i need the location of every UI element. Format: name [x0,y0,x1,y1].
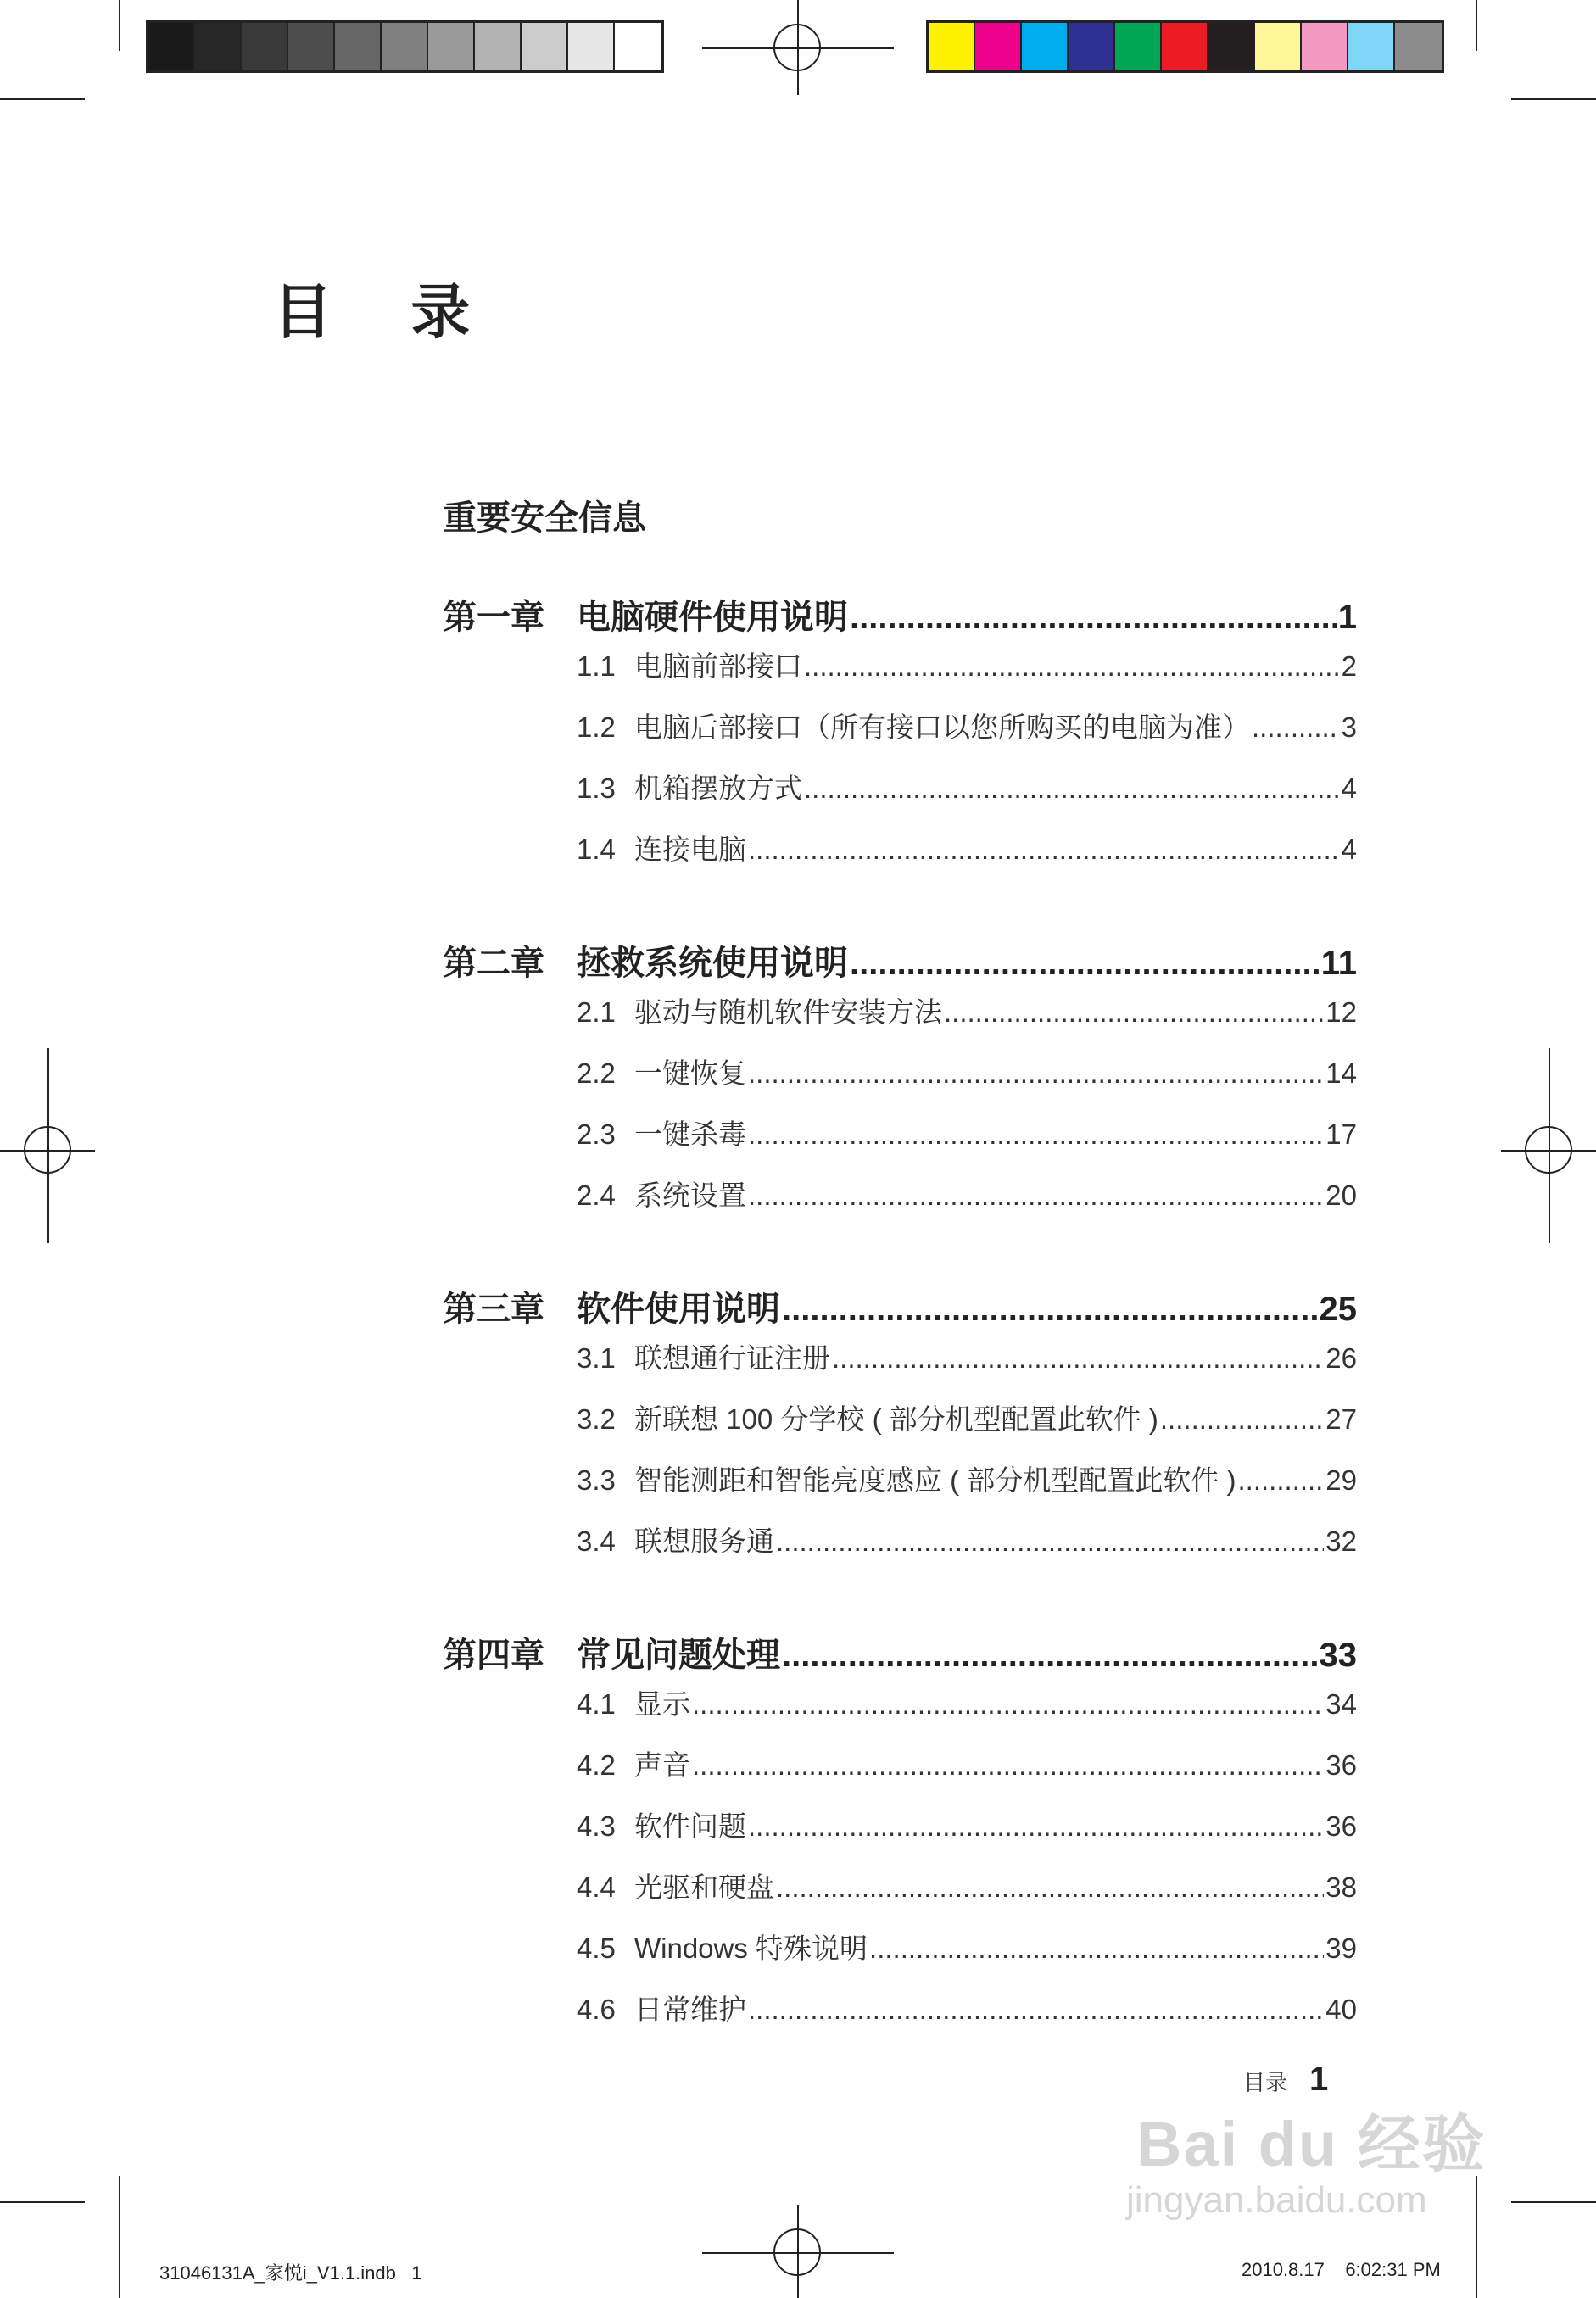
toc-section-entry[interactable] [577,1804,1357,1866]
toc-section-entry[interactable] [577,828,1357,889]
folio-label: 目录 [1243,2071,1288,2096]
section-number: 4.6 [577,1994,616,2025]
section-title: 电脑后部接口（所有接口以您所购买的电脑为准） [634,711,1250,743]
leader-dots [776,1871,1324,1904]
leader-dots [692,1749,1324,1782]
section-title: 软件问题 [634,1810,746,1842]
toc-section-entry[interactable] [577,1866,1357,1927]
leader-dots [748,1994,1324,2026]
section-number: 2.1 [577,996,616,1028]
registration-mark-right [1525,1126,1572,1174]
section-number: 2.3 [577,1118,616,1150]
print-slug-date: 2010.8.17 6:02:31 PM [1242,2259,1441,2280]
process-swatch [1162,23,1208,70]
leader-dots [748,834,1340,866]
toc-chapter [443,1282,1357,1581]
section-page-number: 36 [1325,1749,1357,1781]
section-page-number: 34 [1325,1688,1357,1720]
toc-chapter [443,1628,1357,2049]
process-swatch [1115,23,1162,70]
section-title: 电脑前部接口 [634,650,802,682]
leader-dots [804,773,1340,805]
section-title: 显示 [634,1688,690,1720]
section-page-number: 29 [1325,1464,1357,1496]
folio-page-number: 1 [1309,2061,1329,2098]
chapter-page-number: 25 [1319,1291,1357,1328]
section-title: 一键杀毒 [634,1118,746,1150]
gray-swatch [428,23,475,70]
section-page-number: 38 [1325,1871,1357,1903]
leader-dots [1237,1464,1324,1497]
section-page-number: 39 [1325,1933,1357,1964]
gray-swatch [335,23,382,70]
grayscale-color-bar [146,20,664,73]
leader-dots [850,599,1337,637]
section-title: 联想通行证注册 [634,1342,830,1374]
leader-dots [782,1637,1318,1675]
section-number: 1.3 [577,773,616,804]
toc-chapter-entry[interactable] [443,590,1357,644]
toc-section-entry[interactable] [577,990,1357,1051]
leader-dots [692,1688,1324,1721]
section-title: 日常维护 [634,1994,746,2025]
process-swatch [1395,23,1442,70]
section-title: 智能测距和智能亮度感应 ( 部分机型配置此软件 ) [634,1464,1236,1496]
gray-swatch [522,23,568,70]
section-page-number: 27 [1325,1403,1357,1435]
leader-dots [748,1118,1324,1151]
leader-dots [832,1342,1324,1375]
section-number: 3.4 [577,1525,616,1557]
leader-dots [944,996,1324,1029]
toc-section-entry[interactable] [577,1051,1357,1113]
section-number: 4.5 [577,1933,616,1964]
gray-swatch [148,23,195,70]
toc-section-entry[interactable] [577,1682,1357,1743]
section-page-number: 4 [1341,773,1357,804]
leader-dots [748,1057,1324,1090]
process-swatch [975,23,1022,70]
section-title: Windows 特殊说明 [634,1933,868,1964]
leader-dots [748,1810,1324,1843]
section-page-number: 20 [1325,1180,1357,1211]
section-number: 3.2 [577,1403,616,1435]
print-slug-file: 31046131A_家悦i_V1.1.indb 1 [159,2262,422,2284]
chapter-label: 第三章 [443,1289,544,1329]
section-page-number: 32 [1325,1525,1357,1557]
process-swatch [1208,23,1255,70]
section-number: 1.4 [577,834,616,865]
gray-swatch [615,23,661,70]
toc-section-entry[interactable] [577,767,1357,828]
process-color-bar [926,20,1444,73]
section-page-number: 26 [1325,1342,1357,1374]
section-page-number: 2 [1341,650,1357,682]
section-number: 1.2 [577,711,616,743]
baidu-watermark: Bai du 经验 [1136,2109,1487,2179]
section-title: 机箱摆放方式 [634,773,802,804]
section-number: 4.1 [577,1688,616,1720]
leader-dots [869,1933,1324,1965]
chapter-page-number: 11 [1320,945,1357,982]
toc-section-entry[interactable] [577,1927,1357,1988]
chapter-title: 常见问题处理 [577,1635,780,1675]
leader-dots [850,945,1320,983]
leader-dots [782,1291,1318,1329]
section-title: 声音 [634,1749,690,1781]
chapter-title: 软件使用说明 [577,1289,780,1329]
toc-chapters [443,590,1357,2049]
toc-section-entry[interactable] [577,1397,1357,1459]
toc-section-entry[interactable] [577,1174,1357,1235]
section-page-number: 14 [1325,1057,1357,1089]
watermark-url: jingyan.baidu.com [1126,2179,1427,2221]
process-swatch [1302,23,1348,70]
registration-mark-top [773,24,821,71]
process-swatch [929,23,975,70]
table-of-contents [443,492,1357,2096]
toc-section-entry[interactable] [577,1988,1357,2049]
section-page-number: 12 [1325,996,1357,1028]
registration-mark-bottom [773,2228,821,2276]
chapter-title: 电脑硬件使用说明 [577,597,848,637]
section-page-number: 4 [1341,834,1357,865]
process-swatch [1255,23,1302,70]
toc-chapter-entry[interactable] [443,936,1357,990]
section-page-number: 40 [1325,1994,1357,2025]
registration-mark-left [24,1126,71,1174]
section-page-number: 17 [1325,1118,1357,1150]
toc-chapter [443,936,1357,1235]
section-title: 连接电脑 [634,834,746,865]
section-title: 一键恢复 [634,1057,746,1089]
toc-section-entry[interactable] [577,1336,1357,1397]
section-title: 系统设置 [634,1180,746,1211]
section-title: 光驱和硬盘 [634,1871,774,1903]
section-page-number: 3 [1341,711,1357,743]
section-title: 新联想 100 分学校 ( 部分机型配置此软件 ) [634,1403,1158,1435]
section-number: 4.3 [577,1810,616,1842]
gray-swatch [288,23,335,70]
page-title: 目 录 [273,277,499,347]
page-folio [1243,2061,1328,2099]
toc-chapter [443,590,1357,889]
section-title: 驱动与随机软件安装方法 [634,996,942,1028]
section-page-number: 36 [1325,1810,1357,1842]
chapter-label: 第一章 [443,597,544,637]
gray-swatch [195,23,242,70]
section-number: 1.1 [577,650,616,682]
section-title: 联想服务通 [634,1525,774,1557]
toc-section-entry[interactable] [577,644,1357,706]
chapter-page-number: 1 [1337,599,1357,636]
gray-swatch [382,23,428,70]
leader-dots [748,1180,1324,1212]
leader-dots [776,1525,1324,1558]
toc-section-entry[interactable] [577,1520,1357,1581]
toc-safety-heading[interactable]: 重要安全信息 [443,498,646,538]
chapter-label: 第四章 [443,1635,544,1675]
section-number: 2.4 [577,1180,616,1211]
gray-swatch [242,23,288,70]
toc-section-entry[interactable] [577,1743,1357,1804]
leader-dots [1160,1403,1324,1436]
gray-swatch [568,23,615,70]
leader-dots [804,650,1340,683]
toc-section-entry[interactable] [577,706,1357,767]
chapter-label: 第二章 [443,943,544,983]
toc-chapter-entry[interactable] [443,1628,1357,1682]
chapter-page-number: 33 [1319,1637,1357,1674]
section-number: 4.2 [577,1749,616,1781]
chapter-title: 拯救系统使用说明 [577,943,848,983]
process-swatch [1069,23,1115,70]
section-number: 4.4 [577,1871,616,1903]
toc-section-entry[interactable] [577,1459,1357,1520]
section-number: 2.2 [577,1057,616,1089]
section-number: 3.1 [577,1342,616,1374]
section-number: 3.3 [577,1464,616,1496]
toc-section-entry[interactable] [577,1113,1357,1174]
toc-chapter-entry[interactable] [443,1282,1357,1336]
gray-swatch [475,23,522,70]
process-swatch [1022,23,1069,70]
process-swatch [1348,23,1395,70]
leader-dots [1252,711,1340,744]
